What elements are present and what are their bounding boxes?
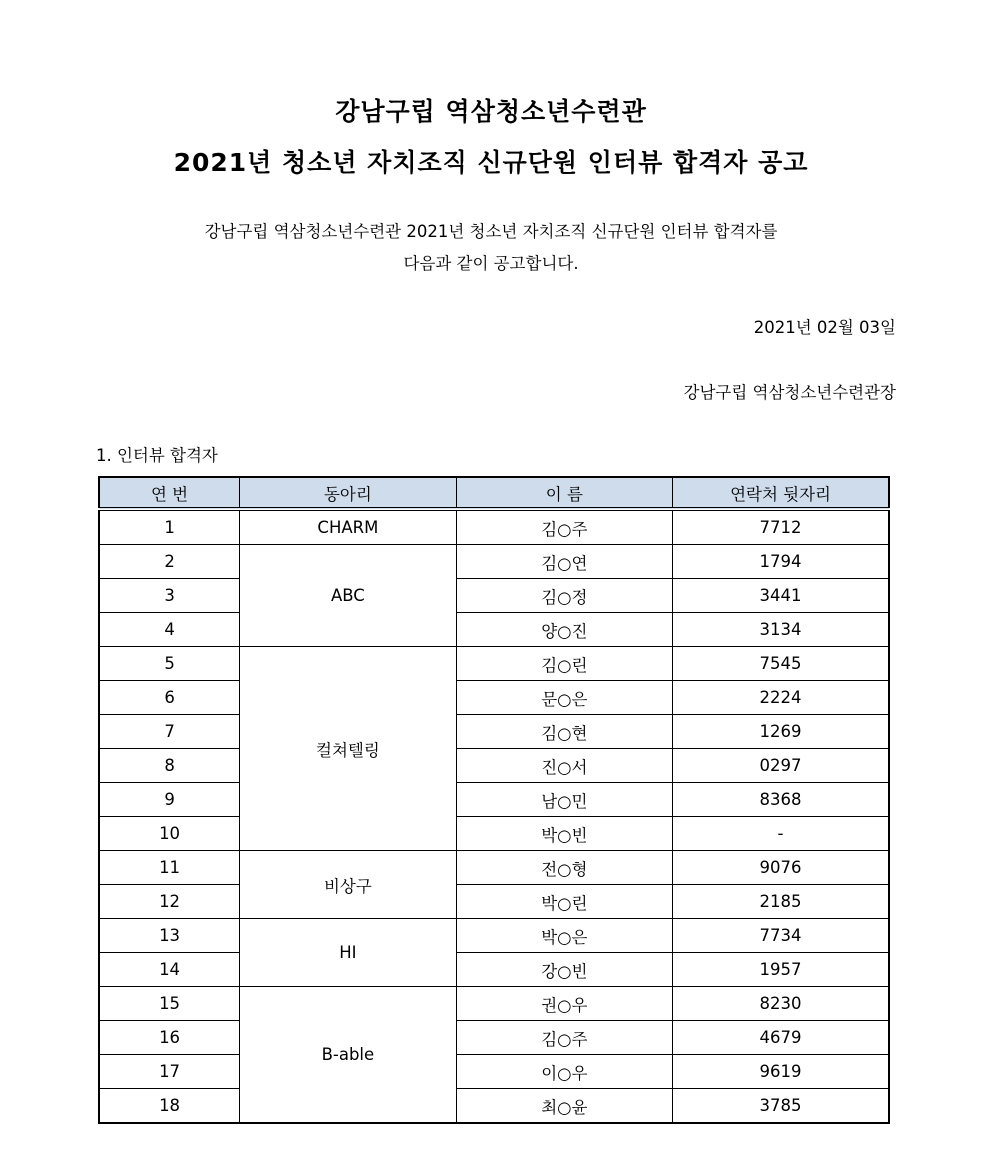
table-row	[99, 749, 889, 783]
club-name: ABC	[240, 545, 457, 647]
table-row	[99, 851, 889, 885]
table-row	[99, 647, 889, 681]
header-phone: 연락처 뒷자리	[673, 477, 889, 509]
issuer: 강남구립 역삼청소년수련관장	[683, 383, 896, 402]
row-number: 7	[99, 715, 240, 749]
member-name: 진○서	[456, 749, 672, 783]
member-name: 박○은	[456, 919, 672, 953]
table-row	[99, 1089, 889, 1124]
club-name: CHARM	[240, 509, 457, 545]
phone-suffix: 7712	[673, 509, 889, 545]
phone-suffix: 2185	[673, 885, 889, 919]
row-number: 6	[99, 681, 240, 715]
document-title: 강남구립 역삼청소년수련관	[335, 97, 647, 126]
row-number: 18	[99, 1089, 240, 1124]
member-name: 강○빈	[456, 953, 672, 987]
member-name: 김○정	[456, 579, 672, 613]
member-name: 남○민	[456, 783, 672, 817]
phone-suffix: 4679	[673, 1021, 889, 1055]
row-number: 5	[99, 647, 240, 681]
intro-line-1: 강남구립 역삼청소년수련관 2021년 청소년 자치조직 신규단원 인터뷰 합격자를	[204, 222, 778, 241]
row-number: 1	[99, 509, 240, 545]
table-row	[99, 817, 889, 851]
table-row	[99, 987, 889, 1021]
table-row	[99, 545, 889, 579]
phone-suffix: 1269	[673, 715, 889, 749]
member-name: 김○주	[456, 509, 672, 545]
member-name: 문○은	[456, 681, 672, 715]
table-row	[99, 1055, 889, 1089]
member-name: 김○연	[456, 545, 672, 579]
row-number: 2	[99, 545, 240, 579]
member-name: 김○린	[456, 647, 672, 681]
member-name: 김○현	[456, 715, 672, 749]
phone-suffix: 3785	[673, 1089, 889, 1124]
row-number: 10	[99, 817, 240, 851]
phone-suffix: 9076	[673, 851, 889, 885]
table-row	[99, 1021, 889, 1055]
header-no: 연 번	[99, 477, 240, 509]
row-number: 4	[99, 613, 240, 647]
table-row	[99, 919, 889, 953]
club-name: B-able	[240, 987, 457, 1124]
row-number: 12	[99, 885, 240, 919]
row-number: 11	[99, 851, 240, 885]
member-name: 박○빈	[456, 817, 672, 851]
table-row	[99, 681, 889, 715]
table-row	[99, 715, 889, 749]
member-name: 권○우	[456, 987, 672, 1021]
table-header-row	[99, 477, 889, 509]
table-row	[99, 885, 889, 919]
row-number: 14	[99, 953, 240, 987]
announcement-date: 2021년 02월 03일	[753, 318, 896, 337]
table-row	[99, 509, 889, 545]
intro-line-2: 다음과 같이 공고합니다.	[403, 254, 579, 273]
row-number: 17	[99, 1055, 240, 1089]
phone-suffix: 7545	[673, 647, 889, 681]
club-name: 비상구	[240, 851, 457, 919]
member-name: 전○형	[456, 851, 672, 885]
row-number: 13	[99, 919, 240, 953]
club-name: 컬쳐텔링	[240, 647, 457, 851]
phone-suffix: 1957	[673, 953, 889, 987]
table-row	[99, 613, 889, 647]
row-number: 3	[99, 579, 240, 613]
section-title: 1. 인터뷰 합격자	[96, 446, 218, 465]
table-body	[99, 509, 889, 1123]
table-row	[99, 783, 889, 817]
row-number: 8	[99, 749, 240, 783]
member-name: 박○린	[456, 885, 672, 919]
phone-suffix: 2224	[673, 681, 889, 715]
phone-suffix: -	[673, 817, 889, 851]
phone-suffix: 0297	[673, 749, 889, 783]
results-table	[98, 476, 890, 1124]
row-number: 9	[99, 783, 240, 817]
table-row	[99, 953, 889, 987]
phone-suffix: 1794	[673, 545, 889, 579]
phone-suffix: 8230	[673, 987, 889, 1021]
row-number: 16	[99, 1021, 240, 1055]
member-name: 김○주	[456, 1021, 672, 1055]
header-club: 동아리	[240, 477, 457, 509]
document-subtitle: 2021년 청소년 자치조직 신규단원 인터뷰 합격자 공고	[173, 148, 809, 177]
member-name: 최○윤	[456, 1089, 672, 1124]
phone-suffix: 3134	[673, 613, 889, 647]
member-name: 이○우	[456, 1055, 672, 1089]
phone-suffix: 3441	[673, 579, 889, 613]
member-name: 양○진	[456, 613, 672, 647]
club-name: HI	[240, 919, 457, 987]
row-number: 15	[99, 987, 240, 1021]
header-name: 이 름	[456, 477, 672, 509]
phone-suffix: 7734	[673, 919, 889, 953]
table-row	[99, 579, 889, 613]
phone-suffix: 9619	[673, 1055, 889, 1089]
phone-suffix: 8368	[673, 783, 889, 817]
